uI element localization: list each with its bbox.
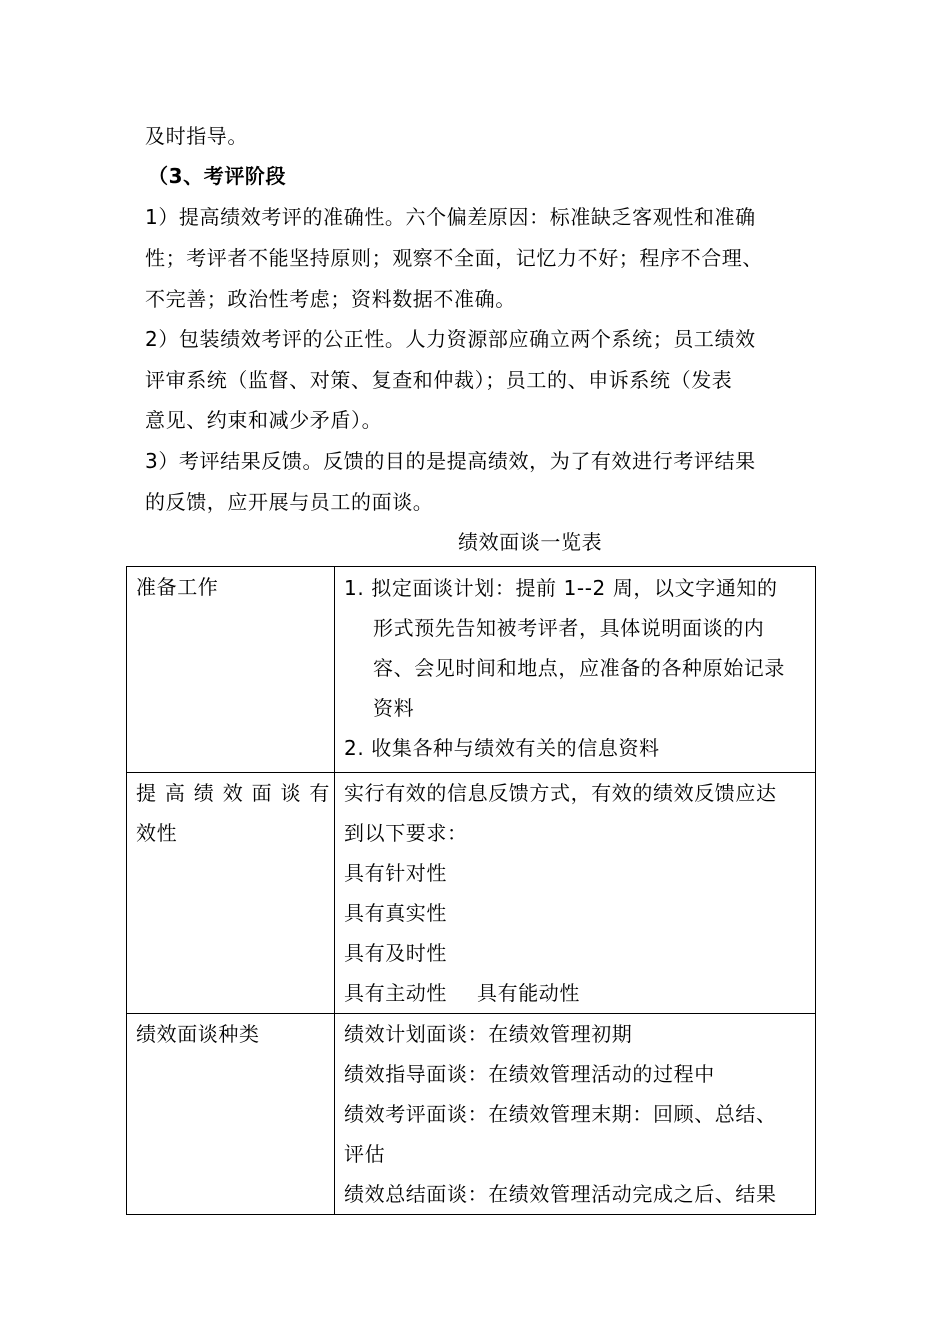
table-row [127, 567, 816, 773]
content-line: 实行有效的信息反馈方式，有效的绩效反馈应达 [344, 781, 777, 805]
row-label-cell [127, 567, 335, 773]
content-line: 2. 收集各种与绩效有关的信息资料 [344, 736, 660, 760]
row-label: 提高绩效面谈有 [136, 781, 330, 805]
row-content-cell [335, 567, 816, 773]
content-line: 绩效考评面谈：在绩效管理末期：回顾、总结、 [344, 1102, 777, 1126]
content-item: 具有能动性 [477, 981, 580, 1005]
paragraph-line: 评审系统（监督、对策、复查和仲裁）；员工的、申诉系统（发表 [145, 368, 733, 392]
content-item: 具有主动性 [344, 981, 447, 1005]
content-line: 绩效计划面谈：在绩效管理初期 [344, 1022, 633, 1046]
content-line: 绩效总结面谈：在绩效管理活动完成之后、结果 [344, 1182, 777, 1206]
paragraph-line: 性；考评者不能坚持原则；观察不全面，记忆力不好；程序不合理、 [145, 246, 763, 270]
paragraph-line: 意见、约束和减少矛盾）。 [145, 408, 383, 432]
content-line: 绩效指导面谈：在绩效管理活动的过程中 [344, 1062, 715, 1086]
row-content-cell [335, 773, 816, 1014]
paragraph-line: 1）提高绩效考评的准确性。六个偏差原因：标准缺乏客观性和准确 [145, 205, 756, 229]
row-label: 绩效面谈种类 [136, 1022, 260, 1046]
content-line: 评估 [344, 1142, 386, 1166]
content-line: 具有及时性 [344, 941, 447, 965]
row-label-cell [127, 1014, 335, 1215]
content-line: 资料 [373, 696, 415, 720]
paragraph-line: 及时指导。 [145, 124, 248, 148]
paragraph-line: 3）考评结果反馈。反馈的目的是提高绩效，为了有效进行考评结果 [145, 449, 756, 473]
row-label-cell [127, 773, 335, 1014]
table-caption: 绩效面谈一览表 [458, 530, 603, 554]
content-line: 容、会见时间和地点，应准备的各种原始记录 [373, 656, 785, 680]
content-line: 到以下要求： [344, 821, 468, 845]
paragraph-line: 的反馈，应开展与员工的面谈。 [145, 490, 434, 514]
content-line: 具有真实性 [344, 901, 447, 925]
row-label: 效性 [136, 821, 178, 845]
interview-table [126, 566, 816, 1215]
content-line: 具有针对性 [344, 861, 447, 885]
paragraph-line: 不完善；政治性考虑；资料数据不准确。 [145, 287, 516, 311]
content-line: 1. 拟定面谈计划：提前 1--2 周，以文字通知的 [344, 576, 778, 600]
table-row [127, 773, 816, 1014]
row-label: 准备工作 [136, 575, 219, 599]
content-line [344, 973, 809, 1013]
row-content-cell [335, 1014, 816, 1215]
paragraph-line: 2）包装绩效考评的公正性。人力资源部应确立两个系统；员工绩效 [145, 327, 756, 351]
section-heading: （3、考评阶段 [148, 164, 287, 188]
table-row [127, 1014, 816, 1215]
content-line: 形式预先告知被考评者，具体说明面谈的内 [373, 616, 765, 640]
